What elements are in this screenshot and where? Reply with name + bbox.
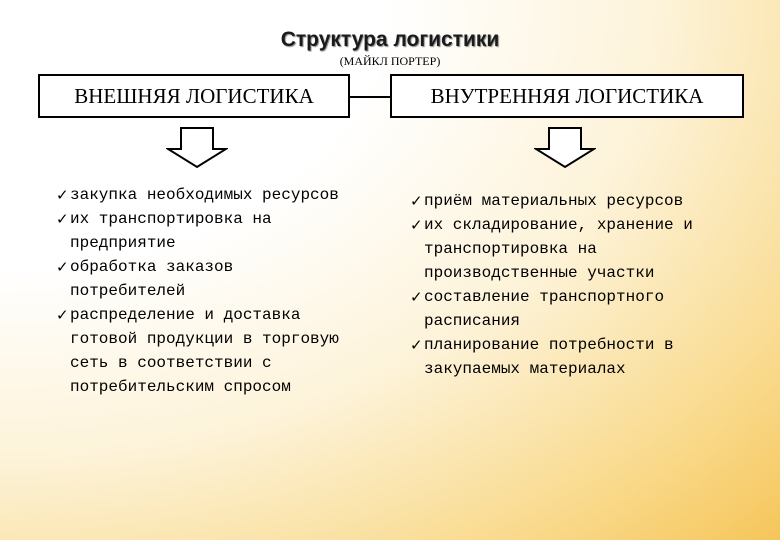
check-icon: ✓ [410,336,423,354]
internal-logistics-list [410,189,740,381]
list-item: ✓ приём материальных ресурсов [410,189,740,213]
external-logistics-box [38,74,350,118]
list-item: ✓ составление транспортного расписания [410,285,740,333]
internal-logistics-heading: ВНУТРЕННЯЯ ЛОГИСТИКА [430,83,704,108]
connector-line [0,0,780,140]
check-icon: ✓ [56,258,69,276]
list-item: ✓ распределение и доставка готовой продукции в торговую сеть в соответствии с потребительским спросом [56,303,346,399]
down-arrow-icon [166,127,228,169]
list-item: ✓ закупка необходимых ресурсов [56,183,346,207]
check-icon: ✓ [56,210,69,228]
check-icon: ✓ [56,186,69,204]
check-icon: ✓ [410,216,423,234]
internal-logistics-box [390,74,744,118]
page-subtitle: (МАЙКЛ ПОРТЕР) [339,54,441,68]
down-arrow-icon [534,127,596,169]
list-item: ✓ их транспортировка на предприятие [56,207,346,255]
list-item: ✓ планирование потребности в закупаемых материалах [410,333,740,381]
check-icon: ✓ [56,306,69,324]
external-logistics-list [56,183,346,399]
external-logistics-heading: ВНЕШНЯЯ ЛОГИСТИКА [74,83,314,108]
list-item: ✓ их складирование, хранение и транспортировка на производственные участки [410,213,740,285]
check-icon: ✓ [410,288,423,306]
list-item: ✓ обработка заказов потребителей [56,255,346,303]
check-icon: ✓ [410,192,423,210]
page-title: Структура логистики [280,28,500,51]
